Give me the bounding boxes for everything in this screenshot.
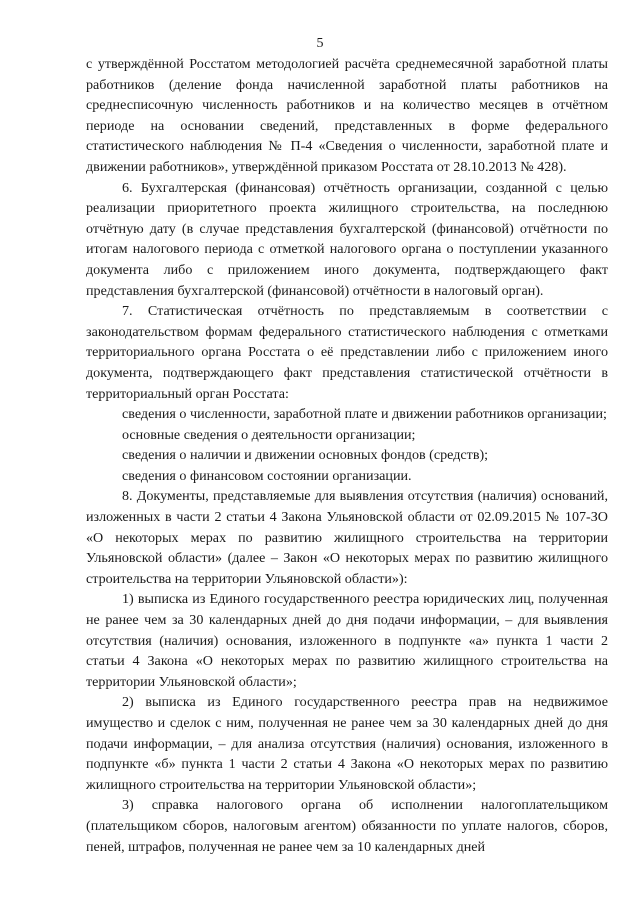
subitem-1: 1) выписка из Единого государственного реестра юридических лиц, полученная не ранее чем за 30 календарных дней до дня подачи информации, – для выявления отсутствия (наличия) основания, изложенного в подпункте «а» пункта 1 части 2 статьи 4 Закона «О некоторых мерах по развитию жилищного строительства на территории Ульяновской области»; — [86, 591, 608, 690]
paragraph-item-8: 8. Документы, представляемые для выявления отсутствия (наличия) оснований, изложенных в части 2 статьи 4 Закона Ульяновской области от 02.09.2015 № 107-ЗО «О некоторых мерах по развитию жилищного строительства на территории Ульяновской области» (далее – Закон «О некоторых мерах по развитию жилищного строительства на территории Ульяновской области»): — [86, 488, 608, 587]
list-item-fixed-assets-info: сведения о наличии и движении основных фондов (средств); — [122, 447, 489, 464]
paragraph-item-7: 7. Статистическая отчётность по представляемым в соответствии с законодательством формам федерального статистического наблюдения с отметками территориального органа Росстата о её представлении либо с приложением иного документа, подтверждающего факт представления статистической отчётности в территориальный орган Росстата: — [86, 303, 608, 402]
paragraph-item-6: 6. Бухгалтерская (финансовая) отчётность организации, созданной с целью реализации приоритетного проекта жилищного строительства, на последнюю отчётную дату (в случае представления бухгалтерской (финансовой) отчётности по итогам налогового периода с отметкой налогового органа о поступлении указанного документа либо с приложением иного документа, подтверждающего факт представления бухгалтерской (финансовой) отчётности в налоговый орган). — [86, 179, 608, 299]
paragraph-continuation: с утверждённой Росстатом методологией расчёта среднемесячной заработной платы работников (деление фонда начисленной заработной платы работников на среднесписочную численность работников и на количество месяцев в отчётном периоде на основании сведений, представленных в форме федерального статистического наблюдения № П-4 «Сведения о численности, заработной плате и движении работников», утверждённой приказом Росстата от 28.10.2013 № 428). — [86, 56, 608, 175]
document-body — [86, 54, 608, 857]
page-number: 5 — [316, 36, 324, 51]
subitem-2: 2) выписка из Единого государственного реестра прав на недвижимое имущество и сделок с ним, полученная не ранее чем за 30 календарных дней до дня подачи информации, – для анализа отсутствия (наличия) основания, изложенного в подпункте «б» пункта 1 части 2 статьи 4 Закона «О некоторых мерах по развитию жилищного строительства на территории Ульяновской области»; — [86, 694, 608, 793]
subitem-3: 3) справка налогового органа об исполнении налогоплательщиком (плательщиком сборов, налоговым агентом) обязанности по уплате налогов, сборов, пеней, штрафов, полученная не ранее чем за 10 календарных дней — [86, 797, 608, 855]
list-item-financial-info: сведения о финансовом состоянии организации. — [122, 467, 412, 484]
list-item-employees-info: сведения о численности, заработной плате и движении работников организации; — [122, 406, 607, 423]
list-item-activity-info: основные сведения о деятельности организации; — [122, 426, 416, 443]
